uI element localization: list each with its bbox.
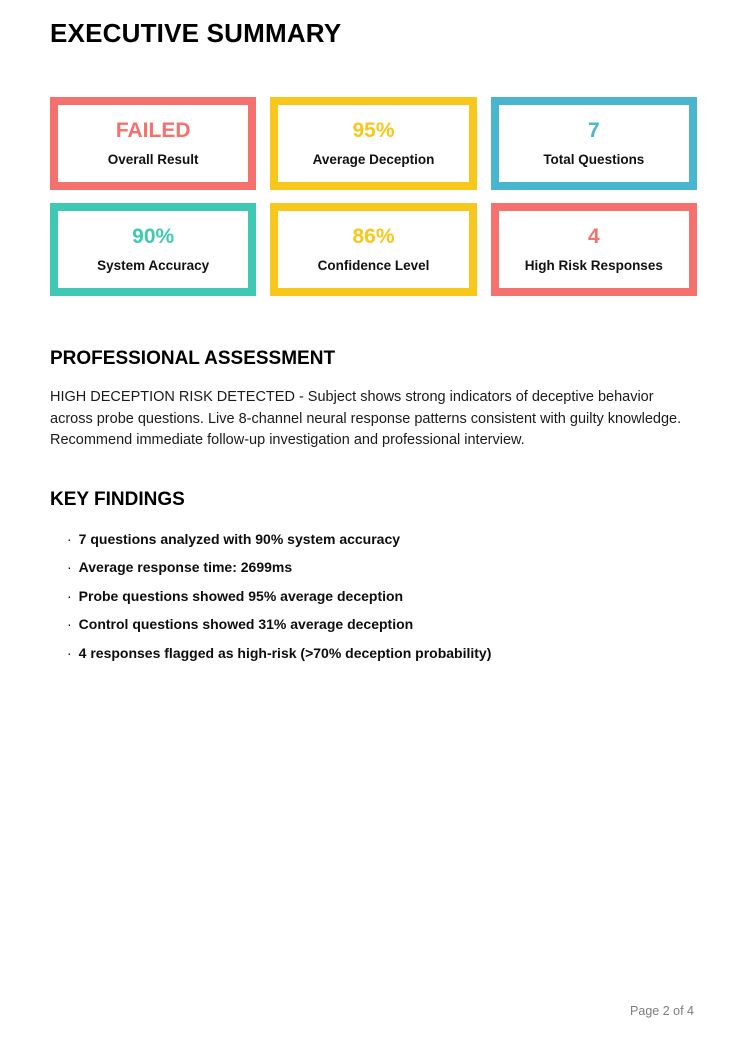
summary-stat-cards xyxy=(50,97,697,296)
stat-card-system-accuracy xyxy=(50,203,256,296)
bullet-icon: · xyxy=(67,644,72,661)
stat-card-total-questions xyxy=(491,97,697,190)
stat-value-overall-result: FAILED xyxy=(115,119,191,143)
bullet-icon: · xyxy=(67,530,72,547)
stat-label-average-deception: Average Deception xyxy=(312,152,435,168)
professional-assessment-paragraph: HIGH DECEPTION RISK DETECTED - Subject shows strong indicators of deceptive behavior across probe questions. Live 8-channel neural response patterns consistent with guilty knowledge. Recommend immediate follow-up investigation and professional interview. xyxy=(50,389,682,448)
stat-value-confidence-level: 86% xyxy=(352,225,395,249)
bullet-icon: · xyxy=(67,587,72,604)
bullet-icon: · xyxy=(67,616,72,632)
stat-card-confidence-level xyxy=(270,203,476,296)
stat-label-overall-result: Overall Result xyxy=(107,152,199,168)
key-findings-list xyxy=(50,532,697,661)
stat-label-confidence-level: Confidence Level xyxy=(317,258,430,274)
key-finding-text: 7 questions analyzed with 90% system accuracy xyxy=(78,530,401,547)
stat-value-high-risk-responses: 4 xyxy=(587,225,600,249)
key-finding-text: Average response time: 2699ms xyxy=(78,559,293,575)
professional-assessment-heading: PROFESSIONAL ASSESSMENT xyxy=(50,348,336,369)
stat-value-total-questions: 7 xyxy=(587,119,600,143)
stat-card-high-risk-responses xyxy=(491,203,697,296)
stat-card-overall-result xyxy=(50,97,256,190)
key-finding-text: 4 responses flagged as high-risk (>70% deception probability) xyxy=(78,644,492,661)
report-page xyxy=(50,0,697,674)
key-finding-text: Control questions showed 31% average deception xyxy=(78,616,414,632)
key-finding-item xyxy=(67,532,697,547)
stat-label-system-accuracy: System Accuracy xyxy=(97,258,210,274)
key-finding-item xyxy=(67,589,697,604)
stat-label-high-risk-responses: High Risk Responses xyxy=(524,258,663,274)
stat-value-system-accuracy: 90% xyxy=(132,225,175,249)
key-finding-item xyxy=(67,617,697,632)
key-findings-heading: KEY FINDINGS xyxy=(50,488,185,510)
stat-label-total-questions: Total Questions xyxy=(543,152,645,168)
key-finding-item xyxy=(67,646,697,661)
key-finding-item xyxy=(67,560,697,575)
page-title: EXECUTIVE SUMMARY xyxy=(50,18,342,48)
stat-value-average-deception: 95% xyxy=(352,119,395,143)
page-number: Page 2 of 4 xyxy=(630,1004,694,1018)
stat-card-average-deception xyxy=(270,97,476,190)
key-finding-text: Probe questions showed 95% average deception xyxy=(78,587,404,604)
bullet-icon: · xyxy=(67,559,72,575)
